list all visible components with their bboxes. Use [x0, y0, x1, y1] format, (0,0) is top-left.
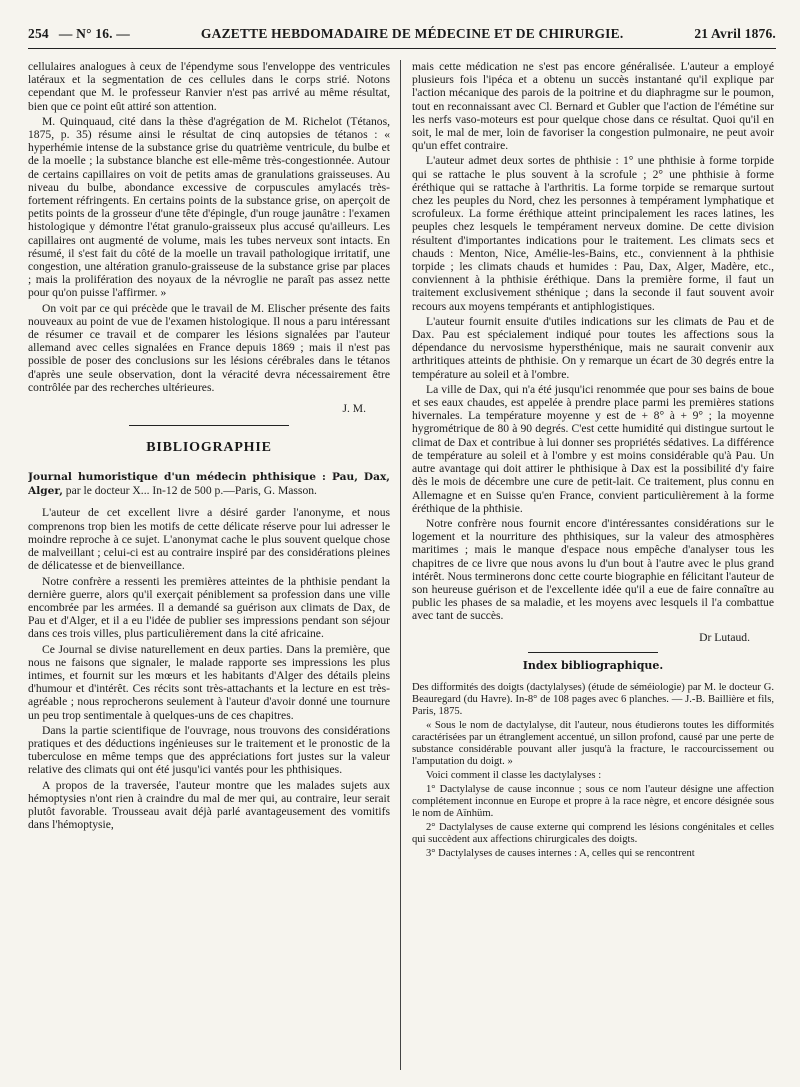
newspaper-page [28, 26, 776, 1076]
book-details: par le docteur X... In-12 de 500 p.—Paris, G. Masson. [62, 484, 317, 498]
index-title: Index bibliographique. [522, 658, 664, 672]
book-reference [28, 470, 390, 498]
paragraph: Voici comment il classe les dactylalyses : [426, 769, 602, 781]
section-rule [129, 425, 289, 426]
index-entry: Des difformités des doigts (dactylalyses) (étude de séméiologie) par M. le docteur G. Beauregard (du Havre). In-8° de 108 pages avec 6 planches. — J.-B. Baillière et fils, Paris, 1875. [412, 681, 774, 717]
page-number: 254 [28, 26, 49, 41]
paragraph: Dans la partie scientifique de l'ouvrage, nous trouvons des considérations pratiques et des déductions ingénieuses sur le traitement et le pronostic de la tuberculose en même temps que des appréciations fort justes sur la valeur relative des climats qui ont été jusqu'ici vantés pour les phthisiques. [28, 723, 390, 777]
left-column [28, 60, 390, 1075]
paragraph: M. Quinquaud, cité dans la thèse d'agrégation de M. Richelot (Tétanos, 1875, p. 35) résume ainsi le résultat de cinq autopsies de tétanos : « hyperhémie intense de la substance grise du quatrième ventricule, du bulbe et de la moelle ; la substance blanche est elle-même très-congestionnée. Autour de certains capillaires on voit de petits amas de granulations graisseuses. Au niveau du bulbe, abondance excessive de corpuscules amylacés très-fortement réfringents. En certains points de la substance grise, on aperçoit de petits points de la grosseur d'une tête d'épingle, d'un rouge jaunâtre : l'examen histologique y démontre l'état granulo-graisseux plus accusé qu'ailleurs. Les capillaires ont augmenté de volume, mais les tubes nerveux sont intacts. En résumé, il s'est fait du côté de la moelle un travail pathologique irritatif, une congestion, une altération granulo-graisseuse de la substance grise par places ; mais la prolifération des noyaux de la névroglie ne paraît pas assez nette pour qu'on puisse l'affirmer. » [28, 114, 390, 300]
paragraph: Ce Journal se divise naturellement en deux parties. Dans la première, que nous ne faisons que signaler, le malade rapporte ses impressions les plus intimes, et fournit sur les mœurs et les habitants d'Alger des détails pleins d'humour et d'intérêt. Ces récits sont très-attachants et la lecture en est très-agréable ; nous reprocherons seulement à l'auteur d'avoir donné une tournure un peu trop sentimentale à quelques-uns de ces chapitres. [28, 642, 390, 722]
right-column [412, 60, 774, 1075]
paragraph: La ville de Dax, qui n'a été jusqu'ici renommée que pour ses bains de boue et ses eaux chaudes, est appelée à prendre place parmi les premières stations hivernales. La température moyenne y est de + 8° à + 9° ; la moyenne hygrométrique de 80 à 90 degrés. C'est cette humidité qui distingue surtout le climat de Dax et contribue à lui donner ses propriétés sédatives. La différence de température au soleil et à l'ombre y est moins considérable qu'à Pau. Un autre avantage qui doit attirer le phthisique à Dax est la possibilité d'y faire dès le mois de décembre une cure de petit-lait. Ce traitement, plus connu en Allemagne et en Suisse qu'en France, convient particulièrement à la forme éréthique de la phthisie. [412, 382, 774, 515]
page-header [28, 26, 776, 49]
journal-title: GAZETTE HEBDOMADAIRE DE MÉDECINE ET DE CHIRURGIE. [200, 26, 624, 41]
section-rule [528, 652, 658, 653]
paragraph: L'auteur fournit ensuite d'utiles indications sur les climats de Pau et de Dax. Pau est spécialement indiqué pour toutes les affections sous la dépendance du nervosisme hypersthénique, mais ne saurait convenir aux arthritiques atteints de phthisie. On y remarque un écart de 30 degrés entre la température au soleil et à l'ombre. [412, 314, 774, 381]
paragraph: « Sous le nom de dactylalyse, dit l'auteur, nous étudierons toutes les difformités caractérisées par un étranglement accentué, un sillon profond, causé par une perte de substance considérable pouvant aller jusqu'à la fracture, le raccourcissement ou l'amputation du doigt. » [412, 719, 774, 767]
paragraph: A propos de la traversée, l'auteur montre que les malades sujets aux hémoptysies n'ont rien à craindre du mal de mer qui, au contraire, leur serait plutôt favorable. Trousseau avait déjà parlé avantageusement des vomitifs dans l'hémoptysie, [28, 778, 390, 832]
section-title: BIBLIOGRAPHIE [146, 440, 272, 456]
author-signature: J. M. [342, 402, 366, 416]
author-signature: Dr Lutaud. [699, 630, 750, 644]
paragraph: cellulaires analogues à ceux de l'épendyme sous l'enveloppe des ventricules latéraux et la segmentation de ces cellules dans le corps strié. Notons cependant que M. le professeur Ranvier n'est pas arrivé au même résultat, bien que ce point eût attiré son attention. [28, 60, 390, 113]
paragraph: Notre confrère nous fournit encore d'intéressantes considérations sur le logement et la nourriture des phthisiques, sur la valeur des atmosphères maritimes ; mais le manque d'espace nous empêche d'analyser tous les chapitres de ce livre que nous avons lu d'un bout à l'autre avec le plus grand intérêt. Nous terminerons donc cette courte biographie en félicitant l'auteur de son heureuse guérison et de l'excellente idée qu'il a eue de faire connaître au public les phases de sa maladie, et les moyens avec lesquels il l'a combattue avec tant de succès. [412, 516, 774, 623]
paragraph: Notre confrère a ressenti les premières atteintes de la phthisie pendant la dernière guerre, alors qu'il exerçait péniblement sa profession dans une ville encombrée par les armées. Il a demandé sa guérison aux climats de Dax, de Pau et d'Alger, et il a eu l'idée de publier ses impressions pendant son séjour dans ces trois villes, plus particulièrement dans la cité africaine. [28, 574, 390, 641]
paragraph: 1° Dactylalyse de cause inconnue ; sous ce nom l'auteur désigne une affection complétement inconnue en Europe et propre à la race nègre, et encore désignée sous le nom de Aïnhüm. [412, 783, 774, 819]
paragraph: On voit par ce qui précède que le travail de M. Elischer présente des faits nouveaux au point de vue de l'examen histologique. Il nous a paru intéressant de résumer ce travail et de comparer les lésions signalées par l'auteur allemand avec celles signalées en France depuis 1869 ; mais il n'est pas possible de poser des conclusions sur les lésions cérébrales dans le tétanos d'après une seule observation, dont la véracité devra nécessairement être contrôlée par des recherches ultérieures. [28, 301, 390, 394]
paragraph: L'auteur admet deux sortes de phthisie : 1° une phthisie à forme torpide qui se rattache le plus souvent à la scrofule ; 2° une phthisie à forme éréthique qui se rattache à l'arthritis. La forme torpide se remarque surtout chez les peuples du Nord, chez les personnes à tempérament lymphatique et scrofuleux. La forme éréthique atteint principalement les races latines, les peuples chez lesquels le tempérament nerveux domine. De cette division résultent d'importantes indications pour le traitement. Les climats secs et chauds : Menton, Nice, Amélie-les-Bains, etc., conviennent à la phthisie torpide ; les climats chauds et humides : Pau, Dax, Alger, Madère, etc., conviennent à la phthisie éréthique. Dans la première forme, il faut un traitement exclusivement sthénique ; dans la seconde il faut souvent avoir recours aux moyens tempérants et antiphlogistiques. [412, 154, 774, 313]
paragraph: mais cette médication ne s'est pas encore généralisée. L'auteur a employé plusieurs fois l'ipéca et a obtenu un succès instantané qu'il explique par l'action mécanique des parois de la poitrine et du diaphragme sur le poumon, tout en reconnaissant avec Cl. Bernard et Gubler que l'action de l'émétine sur les nerfs vaso-moteurs est pour quelque chose dans ce résultat. Quoi qu'il en soit, le mal de mer, loin de favoriser la congestion pulmonaire, ne peut avoir qu'un effet contraire. [412, 60, 774, 153]
issue-date: 21 Avril 1876. [694, 26, 776, 41]
issue-number: — N° 16. — [58, 26, 131, 41]
article-columns [28, 60, 776, 1075]
paragraph: L'auteur de cet excellent livre a désiré garder l'anonyme, et nous comprenons trop bien les motifs de cette délicate réserve pour lui adresser le moindre reproche à ce sujet. L'anonymat cache le plus souvent quelque chose de malveillant ; celui-ci est au contraire inspiré par des considérations pleines de délicatesse et de bienveillance. [28, 506, 390, 573]
paragraph: 3° Dactylalyses de causes internes : A, celles qui se rencontrent [426, 847, 695, 859]
book-title: Journal humoristique d'un médecin phthisique : Pau, Dax, Alger, [28, 471, 390, 498]
paragraph: 2° Dactylalyses de cause externe qui comprend les lésions congénitales et celles qui succèdent aux affections chirurgicales des doigts. [412, 821, 774, 845]
